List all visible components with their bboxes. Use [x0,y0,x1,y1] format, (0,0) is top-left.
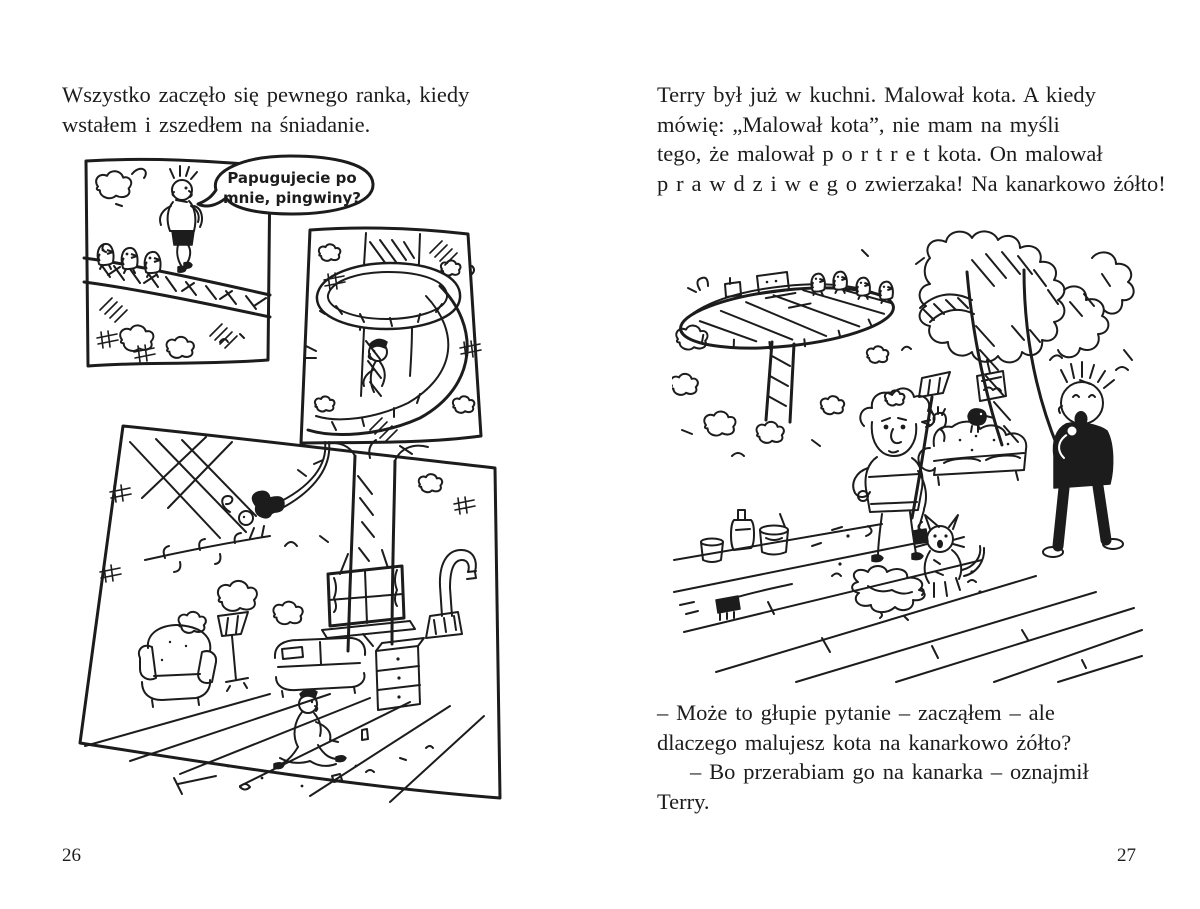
penguin-icon [122,248,138,273]
terry-figure [853,388,934,561]
sofa [275,638,365,697]
painted-cat [916,515,984,597]
text-line: p r a w d z i w e g o zwierzaka! Na kanarkowo żółto! [657,170,1166,196]
right-paragraph-top [657,80,1166,198]
tree-trunk [920,270,1058,448]
penguin-icon [811,274,824,295]
text-line: Terry był już w kuchni. Malował kota. A kiedy [657,82,1096,107]
indoor-tree [322,440,428,651]
floorboards [674,524,1142,682]
penguin-icon [98,244,114,269]
boy-walking [160,166,202,272]
left-paragraph [62,80,469,139]
lamp-post [912,372,950,518]
text-line: Terry. [657,788,710,814]
boy-on-slide [363,339,387,392]
right-paragraph-bottom [657,698,1089,816]
text-line: Wszystko zaczęło się pewnego ranka, kiedy [62,82,470,107]
penguin-icon [145,252,161,277]
andy-figure [1043,362,1123,557]
speech-bubble-line1: Papugujecie po [227,169,357,187]
text-line: tego, że malował p o r t r e t kota. On malował [657,141,1103,166]
stove-pipe [426,550,476,638]
text-line: dlaczego malujesz kota na kanarkowo żółto? [657,729,1072,755]
armchair [139,625,216,707]
text-line: wstałem i zszedłem na śniadanie. [62,111,371,137]
text-line: – Może to głupie pytanie – zacząłem – ale [657,700,1055,725]
text-line: – Bo przerabiam go na kanarka – oznajmił [690,759,1089,784]
deck-inhabitants [688,272,893,303]
page-number-right: 27 [1117,845,1136,866]
text-line: mówię: „Malował kota”, nie mam na myśli [657,111,1060,137]
chest-of-drawers [376,638,424,710]
comic-panel-messy-room [80,426,500,802]
speech-bubble-line2: mnie, pingwiny? [223,189,361,207]
page-number-left: 26 [62,845,81,866]
speech-bubble [198,156,373,214]
comic-panel-spiral-slide [301,228,481,443]
right-illustration [672,230,1147,690]
left-comic-illustration [70,146,515,814]
push-broom [680,584,792,620]
floor-lamp [218,612,248,691]
paint-containers [701,510,788,562]
